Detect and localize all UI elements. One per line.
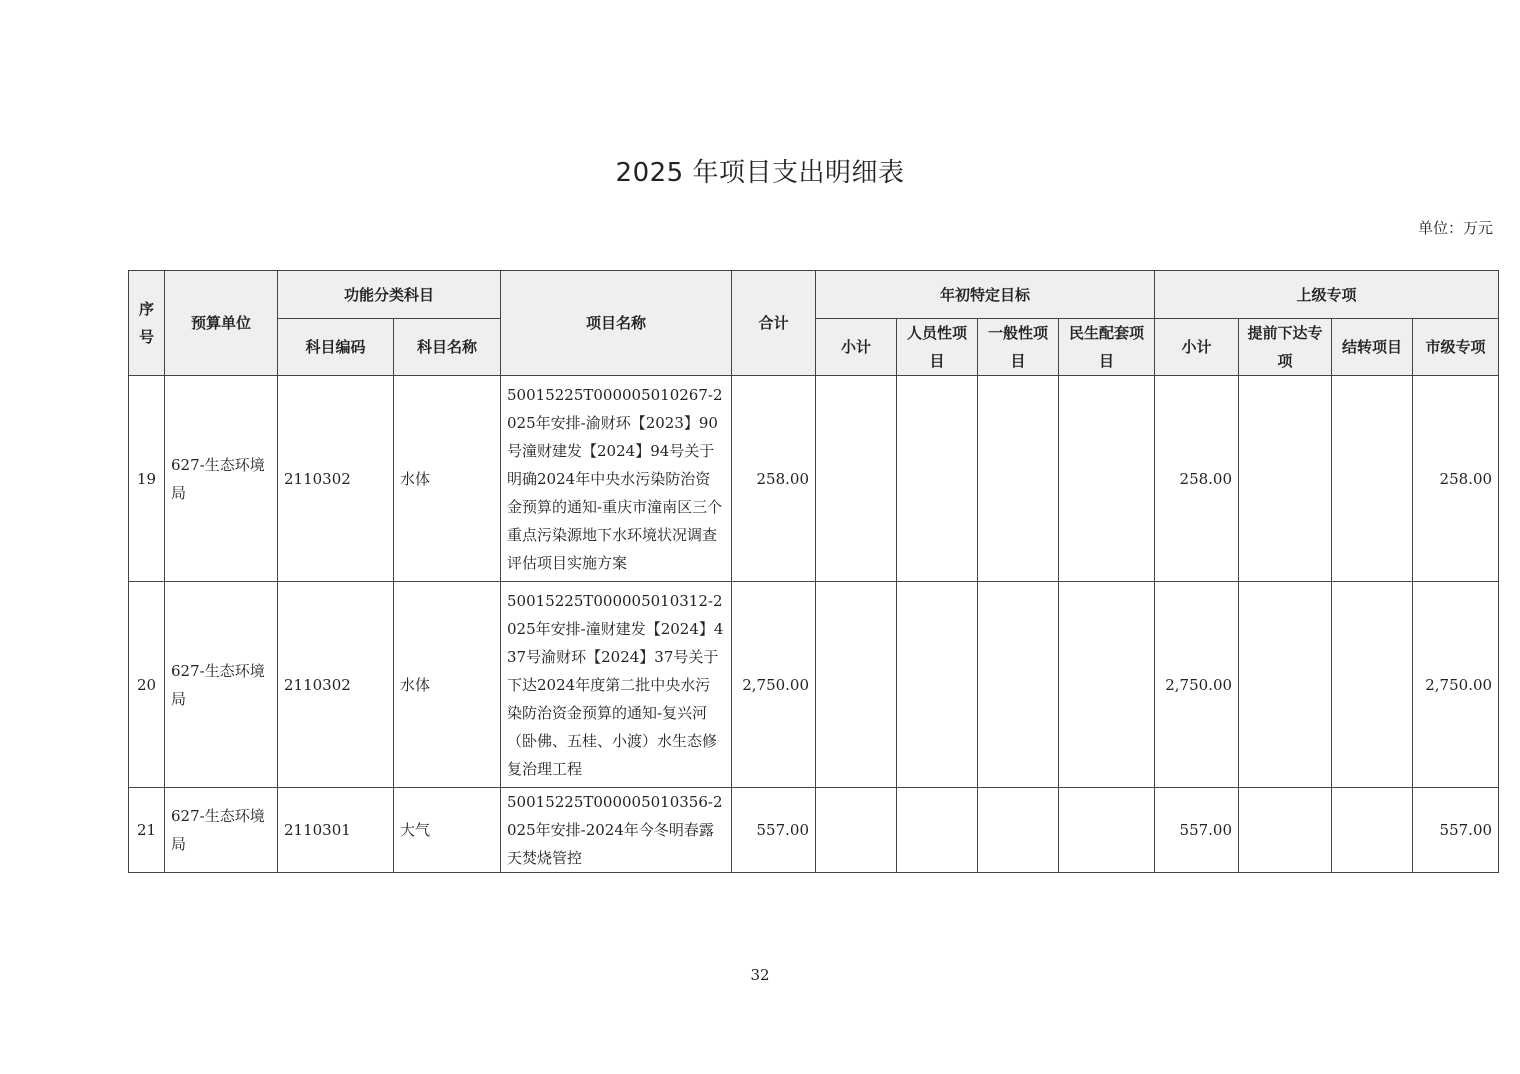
header-function-classification: 功能分类科目 bbox=[278, 271, 501, 319]
cell-upper-subtotal: 258.00 bbox=[1155, 376, 1239, 582]
header-project-name: 项目名称 bbox=[501, 271, 732, 376]
project-expenditure-table bbox=[128, 270, 1499, 873]
cell-livelihood bbox=[1059, 376, 1155, 582]
cell-carryover bbox=[1332, 582, 1413, 788]
cell-subject: 大气 bbox=[394, 788, 501, 873]
cell-unit: 627-生态环境局 bbox=[165, 788, 278, 873]
header-subject-code: 科目编码 bbox=[278, 319, 394, 376]
header-carryover: 结转项目 bbox=[1332, 319, 1413, 376]
header-advance: 提前下达专项 bbox=[1239, 319, 1332, 376]
cell-advance bbox=[1239, 582, 1332, 788]
header-upper-subtotal: 小计 bbox=[1155, 319, 1239, 376]
cell-subject: 水体 bbox=[394, 582, 501, 788]
cell-general bbox=[978, 582, 1059, 788]
page-title: 2025 年项目支出明细表 bbox=[615, 158, 905, 188]
cell-carryover bbox=[1332, 376, 1413, 582]
header-budget-unit: 预算单位 bbox=[165, 271, 278, 376]
header-general: 一般性项目 bbox=[978, 319, 1059, 376]
cell-personnel bbox=[897, 788, 978, 873]
cell-city: 2,750.00 bbox=[1413, 582, 1499, 788]
header-livelihood: 民生配套项目 bbox=[1059, 319, 1155, 376]
header-total: 合计 bbox=[732, 271, 816, 376]
cell-advance bbox=[1239, 788, 1332, 873]
cell-target-subtotal bbox=[816, 788, 897, 873]
table-row bbox=[129, 582, 1499, 788]
cell-project: 50015225T000005010267-2025年安排-渝财环【2023】90号潼财建发【2024】94号关于明确2024年中央水污染防治资金预算的通知-重庆市潼南区三个重点污染源地下水环境状况调查评估项目实施方案 bbox=[501, 376, 732, 582]
header-seq: 序号 bbox=[129, 271, 165, 376]
header-initial-target: 年初特定目标 bbox=[816, 271, 1155, 319]
cell-general bbox=[978, 376, 1059, 582]
cell-city: 557.00 bbox=[1413, 788, 1499, 873]
cell-total: 258.00 bbox=[732, 376, 816, 582]
cell-upper-subtotal: 2,750.00 bbox=[1155, 582, 1239, 788]
cell-seq: 19 bbox=[129, 376, 165, 582]
unit-label: 单位：万元 bbox=[1418, 219, 1494, 237]
cell-target-subtotal bbox=[816, 582, 897, 788]
header-upper-special: 上级专项 bbox=[1155, 271, 1499, 319]
header-city: 市级专项 bbox=[1413, 319, 1499, 376]
cell-code: 2110301 bbox=[278, 788, 394, 873]
cell-personnel bbox=[897, 582, 978, 788]
cell-seq: 20 bbox=[129, 582, 165, 788]
cell-unit: 627-生态环境局 bbox=[165, 376, 278, 582]
header-subject-name: 科目名称 bbox=[394, 319, 501, 376]
table-row bbox=[129, 376, 1499, 582]
page-number: 32 bbox=[750, 966, 770, 984]
cell-seq: 21 bbox=[129, 788, 165, 873]
cell-subject: 水体 bbox=[394, 376, 501, 582]
cell-code: 2110302 bbox=[278, 376, 394, 582]
cell-target-subtotal bbox=[816, 376, 897, 582]
cell-project: 50015225T000005010356-2025年安排-2024年今冬明春露天焚烧管控 bbox=[501, 788, 732, 873]
cell-code: 2110302 bbox=[278, 582, 394, 788]
cell-personnel bbox=[897, 376, 978, 582]
cell-unit: 627-生态环境局 bbox=[165, 582, 278, 788]
cell-livelihood bbox=[1059, 788, 1155, 873]
cell-total: 2,750.00 bbox=[732, 582, 816, 788]
cell-general bbox=[978, 788, 1059, 873]
cell-total: 557.00 bbox=[732, 788, 816, 873]
header-personnel: 人员性项目 bbox=[897, 319, 978, 376]
table-row bbox=[129, 788, 1499, 873]
cell-livelihood bbox=[1059, 582, 1155, 788]
header-target-subtotal: 小计 bbox=[816, 319, 897, 376]
cell-city: 258.00 bbox=[1413, 376, 1499, 582]
cell-project: 50015225T000005010312-2025年安排-潼财建发【2024】437号渝财环【2024】37号关于下达2024年度第二批中央水污染防治资金预算的通知-复兴河（卧佛、五桂、小渡）水生态修复治理工程 bbox=[501, 582, 732, 788]
cell-advance bbox=[1239, 376, 1332, 582]
cell-upper-subtotal: 557.00 bbox=[1155, 788, 1239, 873]
cell-carryover bbox=[1332, 788, 1413, 873]
